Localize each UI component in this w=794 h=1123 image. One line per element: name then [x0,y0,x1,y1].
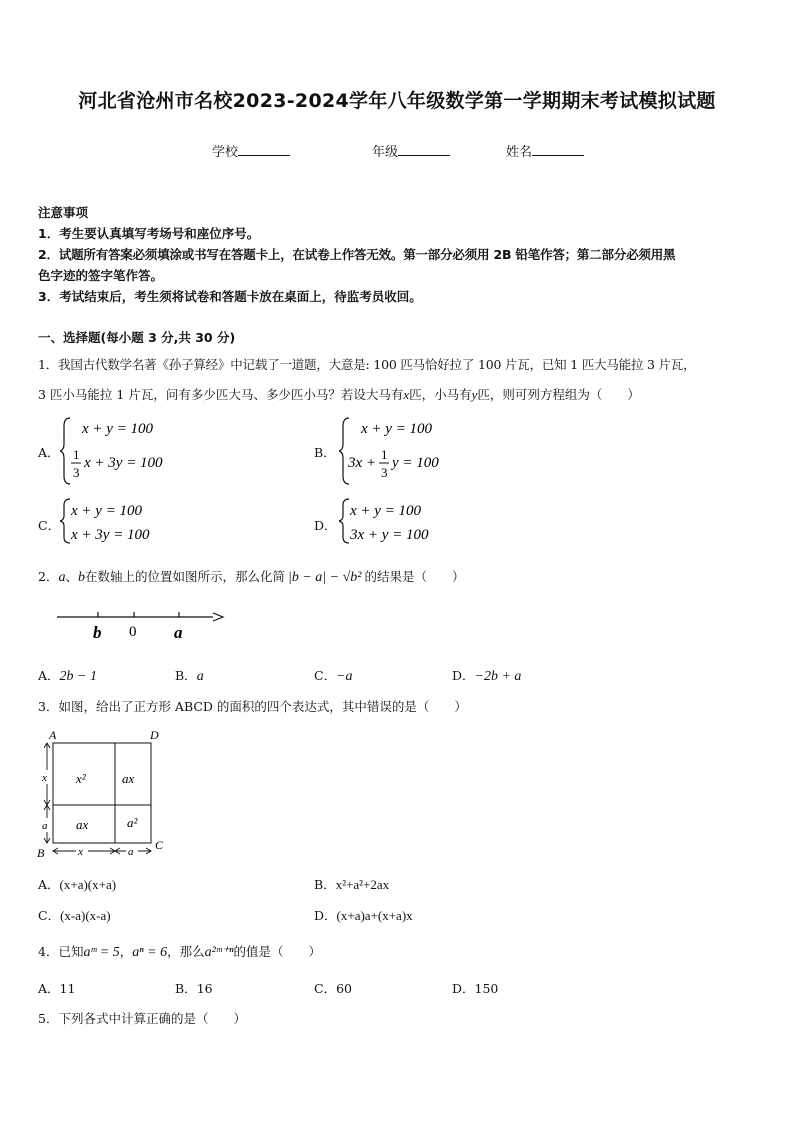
notice-item-1: 1．考生要认真填写考场号和座位序号。 [38,226,260,241]
q3-option-d-label: D． [314,908,337,923]
q1-a-eq1: x + y = 100 [82,421,154,437]
q2-text [38,567,464,586]
name-field [506,141,584,160]
q2-option-c-label: C． [314,668,337,683]
q4-sep: ， [119,944,133,959]
q4-option-c-label: C． [314,981,337,996]
q1-var-x: x [403,387,410,402]
q4-option-c-value: 60 [336,981,352,996]
q3-area-a2: a² [127,815,138,830]
q3-option-d-value: (x+a)a+(x+a)x [336,908,413,923]
q3-area-x2: x² [76,771,86,786]
q2-text1: 在数轴上的位置如图所示，那么化简 [84,569,285,584]
school-field [212,141,290,160]
q1-c-eq1: x + y = 100 [71,503,143,519]
q3-label-A: A [49,728,57,742]
q3-option-a[interactable] [38,875,116,893]
q4-option-d-value: 150 [474,981,499,996]
q2-option-a-label: A． [38,668,60,683]
q4-option-b[interactable] [175,979,213,997]
q2-text2: 的结果是（ ） [364,569,465,584]
q3-option-c-label: C． [38,908,61,923]
q2-axis-a: a [174,623,183,642]
q4-option-d-label: D． [452,981,475,996]
q4-text [38,942,321,961]
q3-option-b[interactable] [314,875,389,893]
q1-b-frac-den: 3 [381,465,388,480]
q1-d-eq2: 3x + y = 100 [350,527,429,543]
q2-option-d-value: −2b + a [474,669,522,684]
q1-b-eq2-pre: 3x + [348,455,377,471]
section-heading: 一、选择题(每小题 3 分,共 30 分) [38,330,236,345]
q4-cond2: aⁿ = 6 [132,945,168,960]
notice-item-3: 3．考试结束后，考生须将试卷和答题卡放在桌面上，待监考员收回。 [38,289,422,304]
q4-option-d[interactable] [452,979,498,997]
q1-option-b-system[interactable] [339,416,539,486]
name-blank[interactable] [532,143,584,156]
q3-area-ax-bottom: ax [76,817,89,832]
grade-field [372,141,450,160]
q3-bottom-x: x [78,846,83,858]
q3-option-b-value: x²+a²+2ax [335,877,390,892]
q1-option-a-system[interactable] [60,416,260,486]
q1-option-a-label[interactable]: A． [38,445,60,460]
q4-option-a-value: 11 [59,981,76,996]
q1-line1: 1．我国古代数学名著《孙子算经》中记载了一道题，大意是: 100 匹马恰好拉了 100 片瓦，已知 1 匹大马能拉 3 片瓦， [38,357,696,372]
q2-axis-zero: 0 [129,624,137,640]
q3-area-ax-top: ax [122,771,135,786]
q3-text: 3．如图，给出了正方形 ABCD 的面积的四个表达式，其中错误的是（ ） [38,699,467,714]
notice-heading: 注意事项 [38,205,89,220]
q2-option-b-value: a [196,669,204,684]
q4-expr: a²ᵐ⁺ⁿ [204,945,234,960]
notice-item-2-cont: 色字迹的签字笔作答。 [38,268,164,283]
q1-option-b-label[interactable]: B． [314,445,336,460]
q3-option-a-value: (x+a)(x+a) [59,877,117,892]
q1-a-frac-num: 1 [73,447,80,462]
q2-option-d[interactable] [452,666,521,685]
q3-square-figure [33,726,173,861]
q3-label-B: B [37,846,45,860]
q2-var-b: b [77,570,85,585]
q2-axis-b: b [93,623,102,642]
q4-cond1: aᵐ = 5 [83,945,120,960]
q3-option-d[interactable] [314,906,413,924]
q4-text3: 的值是（ ） [233,944,321,959]
notice-item-2: 2．试题所有答案必须填涂或书写在答题卡上，在试卷上作答无效。第一部分必须用 2B 铅笔作答；第二部分必须用黑 [38,247,676,262]
q1-var-y: y [471,387,478,402]
grade-label: 年级 [372,145,399,160]
q3-label-D: D [150,728,159,742]
q1-c-eq2: x + 3y = 100 [71,527,150,543]
q3-label-C: C [155,838,164,852]
q1-a-frac-den: 3 [73,465,80,480]
q1-line2-b: 匹，小马有 [409,387,472,402]
q1-a-eq2: x + 3y = 100 [84,455,163,471]
q1-line2 [38,385,640,403]
q2-option-d-label: D． [452,668,475,683]
q2-number-line [55,604,230,644]
q2-option-a-value: 2b − 1 [59,669,97,684]
q1-line2-a: 3 匹小马能拉 1 片瓦，问有多少匹大马、多少匹小马？若设大马有 [38,387,404,402]
q5-text: 5．下列各式中计算正确的是（ ） [38,1011,246,1026]
q1-option-d-system[interactable] [339,497,539,545]
q2-var-a: a [58,570,66,585]
page-title: 河北省沧州市名校2023-2024学年八年级数学第一学期期末考试模拟试题 [78,90,716,112]
name-label: 姓名 [506,145,533,160]
q3-side-x: x [42,772,47,784]
q4-text2: ，那么 [167,944,205,959]
q2-option-c[interactable] [314,666,353,685]
school-blank[interactable] [238,143,290,156]
q2-num: 2． [38,569,59,584]
q4-option-b-value: 16 [196,981,213,996]
q1-b-eq1: x + y = 100 [361,421,433,437]
q3-option-c[interactable] [38,906,111,924]
q2-sep: 、 [65,569,78,584]
q4-option-a-label: A． [38,981,60,996]
q2-expr: |b − a| − √b² [287,570,362,585]
q1-option-c-label[interactable]: C． [38,518,61,533]
q4-text1: 4．已知 [38,944,84,959]
school-label: 学校 [212,145,239,160]
q4-option-c[interactable] [314,979,352,997]
q1-b-eq2: y = 100 [392,455,439,471]
q3-option-b-label: B． [314,877,336,892]
q1-d-eq1: x + y = 100 [350,503,422,519]
q3-option-c-value: (x-a)(x-a) [60,908,111,923]
q4-option-b-label: B． [175,981,197,996]
q1-option-d-label[interactable]: D． [314,518,337,533]
grade-blank[interactable] [398,143,450,156]
q2-option-c-value: −a [336,669,353,684]
q1-b-frac-num: 1 [381,447,388,462]
q4-option-a[interactable] [38,979,75,997]
q3-bottom-a: a [128,846,134,858]
q2-option-b[interactable] [175,666,204,685]
q2-option-b-label: B． [175,668,197,683]
q2-option-a[interactable] [38,666,97,685]
q1-option-c-system[interactable] [60,497,260,545]
q3-option-a-label: A． [38,877,60,892]
q3-side-a: a [42,820,48,832]
q1-line2-c: 匹，则可列方程组为（ ） [477,387,640,402]
